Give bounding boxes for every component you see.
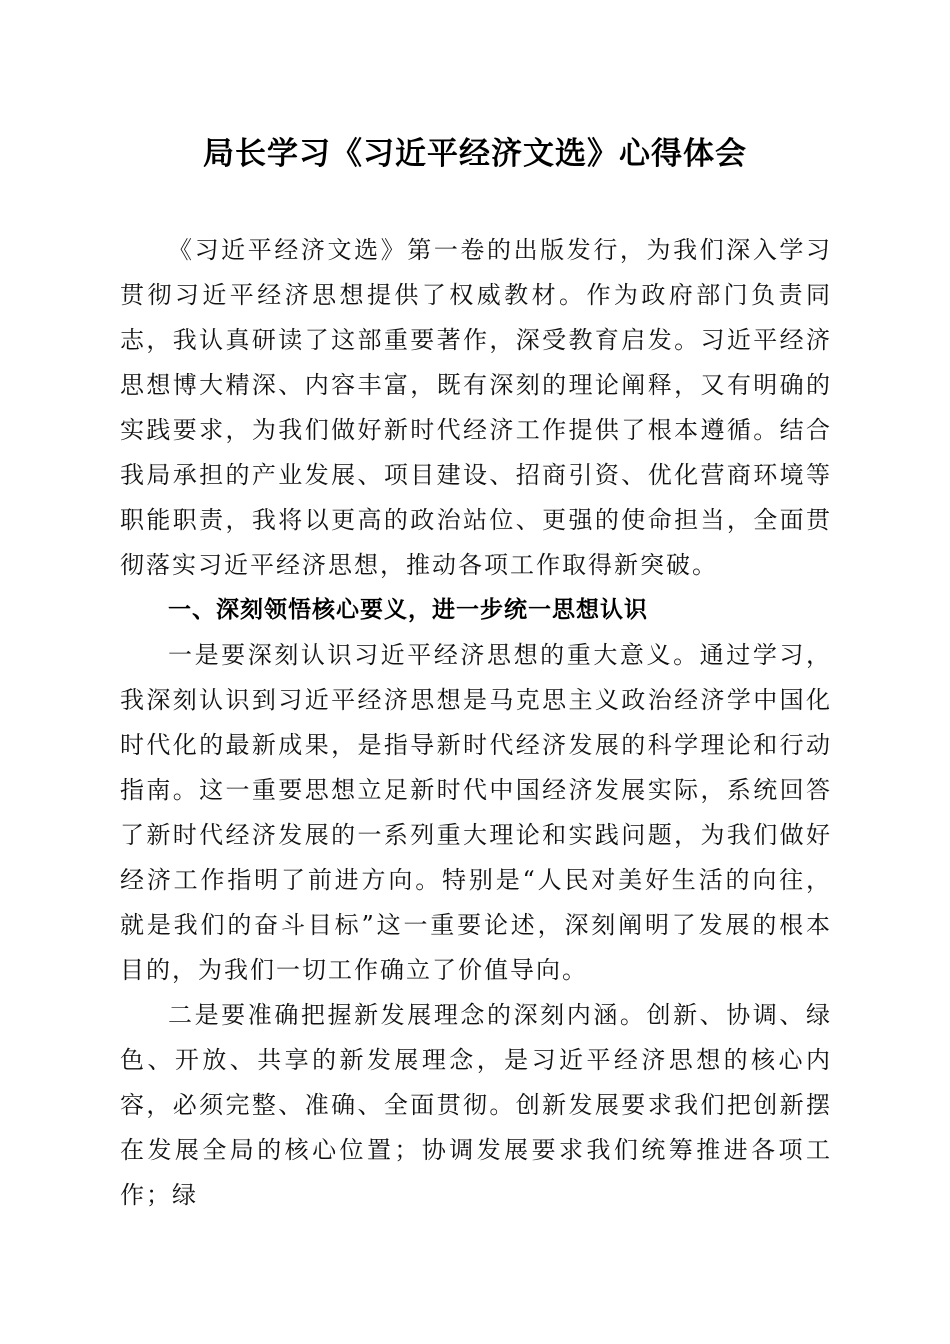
paragraph-point-2: 二是要准确把握新发展理念的深刻内涵。创新、协调、绿色、开放、共享的新发展理念，是习近平经济思想的核心内容，必须完整、准确、全面贯彻。创新发展要求我们把创新摆在发展全局的核心位置；协调发展要求我们统筹推进各项工作；绿 [120, 1001, 832, 1209]
document-title: 局长学习《习近平经济文选》心得体会 [203, 136, 747, 172]
section-heading-1: 一、深刻领悟核心要义，进一步统一思想认识 [168, 597, 648, 623]
intro-paragraph: 《习近平经济文选》第一卷的出版发行，为我们深入学习贯彻习近平经济思想提供了权威教材。作为政府部门负责同志，我认真研读了这部重要著作，深受教育启发。习近平经济思想博大精深、内容丰富，既有深刻的理论阐释，又有明确的实践要求，为我们做好新时代经济工作提供了根本遵循。结合我局承担的产业发展、项目建设、招商引资、优化营商环境等职能职责，我将以更高的政治站位、更强的使命担当，全面贯彻落实习近平经济思想，推动各项工作取得新突破。 [120, 236, 832, 579]
paragraph-point-1: 一是要深刻认识习近平经济思想的重大意义。通过学习，我深刻认识到习近平经济思想是马克思主义政治经济学中国化时代化的最新成果，是指导新时代经济发展的科学理论和行动指南。这一重要思想立足新时代中国经济发展实际，系统回答了新时代经济发展的一系列重大理论和实践问题，为我们做好经济工作指明了前进方向。特别是“人民对美好生活的向往，就是我们的奋斗目标”这一重要论述，深刻阐明了发展的根本目的，为我们一切工作确立了价值导向。 [120, 641, 832, 984]
document-body [120, 228, 832, 1218]
